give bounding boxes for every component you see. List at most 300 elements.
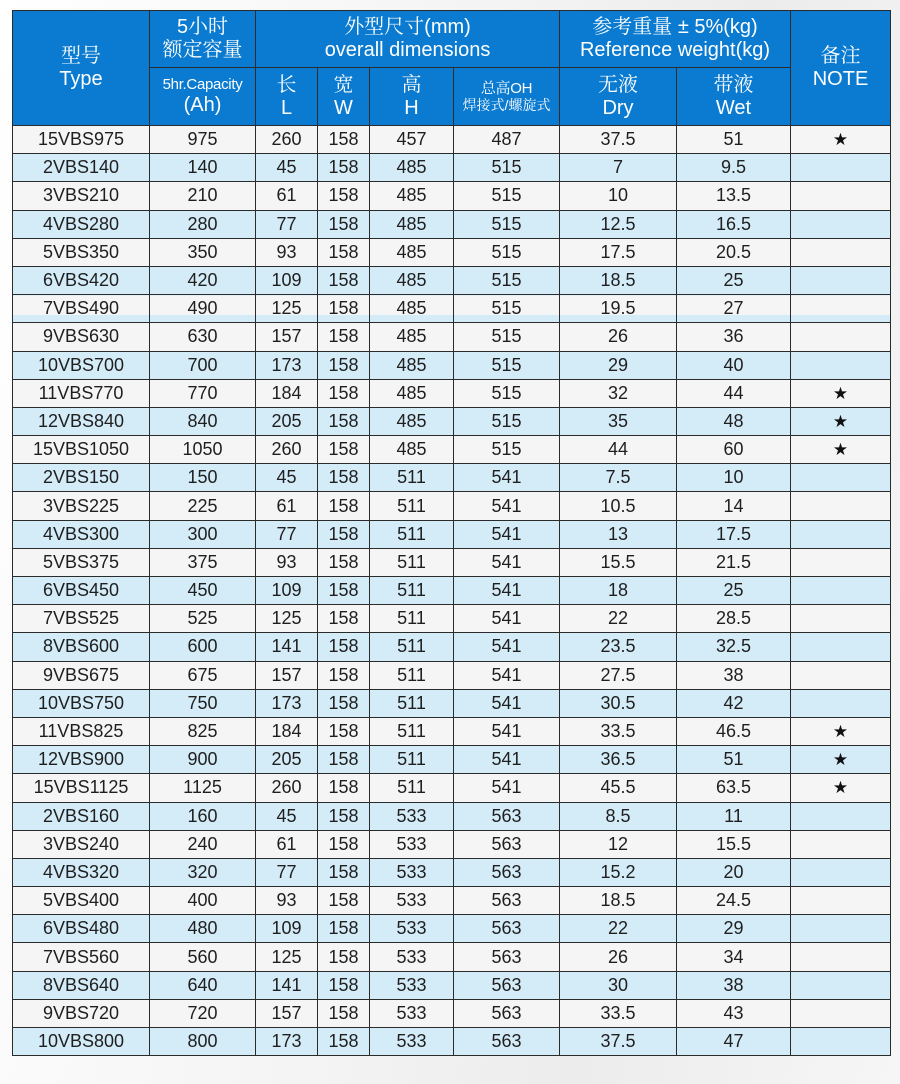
cell-width: 158 xyxy=(318,464,370,492)
cell-width: 158 xyxy=(318,999,370,1027)
cell-capacity: 1050 xyxy=(150,436,256,464)
cell-height: 485 xyxy=(370,210,454,238)
cell-height: 511 xyxy=(370,520,454,548)
cell-length: 45 xyxy=(256,464,318,492)
star-icon: ★ xyxy=(791,746,891,774)
cell-type: 7VBS560 xyxy=(13,943,150,971)
cell-wet-weight: 38 xyxy=(677,661,791,689)
cell-wet-weight: 28.5 xyxy=(677,605,791,633)
header-total-height-line2: 焊接式/螺旋式 xyxy=(462,97,551,114)
cell-dry-weight: 45.5 xyxy=(560,774,677,802)
cell-capacity: 900 xyxy=(150,746,256,774)
cell-dry-weight: 17.5 xyxy=(560,238,677,266)
cell-note xyxy=(791,154,891,182)
header-height xyxy=(370,68,454,126)
table-row xyxy=(13,210,891,238)
header-length xyxy=(256,68,318,126)
cell-length: 173 xyxy=(256,1028,318,1056)
cell-dry-weight: 33.5 xyxy=(560,717,677,745)
cell-length: 260 xyxy=(256,774,318,802)
cell-length: 173 xyxy=(256,689,318,717)
cell-capacity: 675 xyxy=(150,661,256,689)
cell-note xyxy=(791,210,891,238)
cell-length: 141 xyxy=(256,971,318,999)
cell-wet-weight: 25 xyxy=(677,266,791,294)
cell-length: 109 xyxy=(256,577,318,605)
cell-width: 158 xyxy=(318,407,370,435)
cell-capacity: 560 xyxy=(150,943,256,971)
cell-total-height: 541 xyxy=(454,774,560,802)
cell-total-height: 515 xyxy=(454,323,560,351)
table-row xyxy=(13,802,891,830)
cell-capacity: 450 xyxy=(150,577,256,605)
cell-length: 260 xyxy=(256,126,318,154)
cell-wet-weight: 15.5 xyxy=(677,830,791,858)
cell-total-height: 563 xyxy=(454,943,560,971)
cell-note xyxy=(791,689,891,717)
cell-wet-weight: 20.5 xyxy=(677,238,791,266)
cell-width: 158 xyxy=(318,492,370,520)
cell-height: 511 xyxy=(370,689,454,717)
star-icon: ★ xyxy=(791,774,891,802)
cell-note xyxy=(791,464,891,492)
cell-total-height: 563 xyxy=(454,999,560,1027)
table-row xyxy=(13,689,891,717)
cell-note xyxy=(791,943,891,971)
header-width-zh: 宽 xyxy=(333,73,354,96)
header-type-en: Type xyxy=(59,68,103,90)
cell-note xyxy=(791,802,891,830)
cell-length: 205 xyxy=(256,746,318,774)
cell-note xyxy=(791,323,891,351)
table-row xyxy=(13,295,891,323)
cell-height: 485 xyxy=(370,379,454,407)
star-icon: ★ xyxy=(791,379,891,407)
header-type-zh: 型号 xyxy=(61,45,101,67)
cell-width: 158 xyxy=(318,210,370,238)
star-icon: ★ xyxy=(791,717,891,745)
cell-wet-weight: 21.5 xyxy=(677,548,791,576)
cell-wet-weight: 29 xyxy=(677,915,791,943)
cell-note xyxy=(791,238,891,266)
cell-capacity: 1125 xyxy=(150,774,256,802)
table-row xyxy=(13,577,891,605)
header-note xyxy=(791,11,891,126)
cell-height: 511 xyxy=(370,548,454,576)
cell-type: 11VBS825 xyxy=(13,717,150,745)
cell-type: 4VBS300 xyxy=(13,520,150,548)
cell-dry-weight: 7.5 xyxy=(560,464,677,492)
cell-total-height: 563 xyxy=(454,1028,560,1056)
cell-total-height: 515 xyxy=(454,182,560,210)
cell-capacity: 770 xyxy=(150,379,256,407)
cell-height: 485 xyxy=(370,182,454,210)
cell-note xyxy=(791,661,891,689)
cell-length: 125 xyxy=(256,295,318,323)
header-dry xyxy=(560,68,677,126)
cell-note xyxy=(791,520,891,548)
cell-wet-weight: 36 xyxy=(677,323,791,351)
cell-total-height: 541 xyxy=(454,746,560,774)
cell-dry-weight: 10 xyxy=(560,182,677,210)
cell-dry-weight: 26 xyxy=(560,943,677,971)
cell-total-height: 515 xyxy=(454,154,560,182)
cell-width: 158 xyxy=(318,520,370,548)
cell-dry-weight: 33.5 xyxy=(560,999,677,1027)
cell-total-height: 515 xyxy=(454,407,560,435)
cell-total-height: 541 xyxy=(454,605,560,633)
table-row xyxy=(13,1028,891,1056)
cell-length: 61 xyxy=(256,182,318,210)
cell-capacity: 225 xyxy=(150,492,256,520)
cell-capacity: 630 xyxy=(150,323,256,351)
cell-height: 457 xyxy=(370,126,454,154)
cell-width: 158 xyxy=(318,238,370,266)
cell-note xyxy=(791,1028,891,1056)
cell-length: 77 xyxy=(256,210,318,238)
cell-wet-weight: 40 xyxy=(677,351,791,379)
cell-wet-weight: 63.5 xyxy=(677,774,791,802)
cell-wet-weight: 43 xyxy=(677,999,791,1027)
table-row xyxy=(13,266,891,294)
cell-type: 6VBS480 xyxy=(13,915,150,943)
cell-height: 533 xyxy=(370,1028,454,1056)
header-total-height-line1: 总高OH xyxy=(480,79,533,97)
cell-wet-weight: 25 xyxy=(677,577,791,605)
cell-dry-weight: 18.5 xyxy=(560,266,677,294)
cell-height: 511 xyxy=(370,633,454,661)
cell-note xyxy=(791,182,891,210)
cell-height: 511 xyxy=(370,464,454,492)
cell-length: 93 xyxy=(256,238,318,266)
cell-note xyxy=(791,830,891,858)
cell-wet-weight: 11 xyxy=(677,802,791,830)
cell-type: 5VBS350 xyxy=(13,238,150,266)
cell-length: 61 xyxy=(256,492,318,520)
cell-total-height: 515 xyxy=(454,351,560,379)
cell-height: 533 xyxy=(370,858,454,886)
cell-length: 173 xyxy=(256,351,318,379)
cell-type: 6VBS450 xyxy=(13,577,150,605)
cell-height: 511 xyxy=(370,774,454,802)
cell-capacity: 160 xyxy=(150,802,256,830)
cell-width: 158 xyxy=(318,1028,370,1056)
table-row xyxy=(13,379,891,407)
cell-capacity: 840 xyxy=(150,407,256,435)
cell-dry-weight: 8.5 xyxy=(560,802,677,830)
header-length-zh: 长 xyxy=(276,73,297,96)
cell-capacity: 975 xyxy=(150,126,256,154)
header-wet xyxy=(677,68,791,126)
cell-length: 109 xyxy=(256,266,318,294)
table-row xyxy=(13,717,891,745)
cell-length: 125 xyxy=(256,605,318,633)
cell-dry-weight: 32 xyxy=(560,379,677,407)
table-body xyxy=(13,126,891,1056)
cell-total-height: 515 xyxy=(454,379,560,407)
header-dimensions-en: overall dimensions xyxy=(324,39,491,61)
cell-note xyxy=(791,971,891,999)
cell-total-height: 563 xyxy=(454,915,560,943)
cell-wet-weight: 9.5 xyxy=(677,154,791,182)
table-row xyxy=(13,238,891,266)
cell-width: 158 xyxy=(318,887,370,915)
cell-total-height: 515 xyxy=(454,238,560,266)
cell-width: 158 xyxy=(318,379,370,407)
cell-type: 2VBS140 xyxy=(13,154,150,182)
cell-note xyxy=(791,887,891,915)
cell-dry-weight: 30 xyxy=(560,971,677,999)
table-row xyxy=(13,661,891,689)
cell-type: 15VBS1125 xyxy=(13,774,150,802)
cell-dry-weight: 27.5 xyxy=(560,661,677,689)
cell-dry-weight: 29 xyxy=(560,351,677,379)
table-row xyxy=(13,407,891,435)
cell-height: 485 xyxy=(370,266,454,294)
cell-wet-weight: 60 xyxy=(677,436,791,464)
cell-capacity: 280 xyxy=(150,210,256,238)
cell-wet-weight: 13.5 xyxy=(677,182,791,210)
cell-type: 10VBS800 xyxy=(13,1028,150,1056)
cell-wet-weight: 16.5 xyxy=(677,210,791,238)
cell-note xyxy=(791,915,891,943)
cell-dry-weight: 37.5 xyxy=(560,126,677,154)
cell-dry-weight: 13 xyxy=(560,520,677,548)
cell-wet-weight: 17.5 xyxy=(677,520,791,548)
cell-wet-weight: 46.5 xyxy=(677,717,791,745)
cell-note xyxy=(791,999,891,1027)
cell-dry-weight: 30.5 xyxy=(560,689,677,717)
cell-total-height: 515 xyxy=(454,436,560,464)
cell-type: 4VBS320 xyxy=(13,858,150,886)
cell-type: 6VBS420 xyxy=(13,266,150,294)
cell-note xyxy=(791,633,891,661)
cell-capacity: 320 xyxy=(150,858,256,886)
header-dimensions xyxy=(256,11,560,68)
cell-type: 2VBS160 xyxy=(13,802,150,830)
header-capacity-top xyxy=(150,11,256,68)
cell-height: 485 xyxy=(370,436,454,464)
cell-type: 8VBS600 xyxy=(13,633,150,661)
cell-length: 205 xyxy=(256,407,318,435)
cell-type: 9VBS675 xyxy=(13,661,150,689)
cell-wet-weight: 42 xyxy=(677,689,791,717)
cell-length: 125 xyxy=(256,943,318,971)
cell-capacity: 400 xyxy=(150,887,256,915)
cell-type: 4VBS280 xyxy=(13,210,150,238)
cell-width: 158 xyxy=(318,126,370,154)
header-type xyxy=(13,11,150,126)
cell-height: 533 xyxy=(370,999,454,1027)
cell-width: 158 xyxy=(318,774,370,802)
cell-type: 9VBS720 xyxy=(13,999,150,1027)
cell-wet-weight: 20 xyxy=(677,858,791,886)
header-dimensions-zh: 外型尺寸(mm) xyxy=(344,16,471,38)
cell-length: 109 xyxy=(256,915,318,943)
header-length-en: L xyxy=(280,96,293,119)
header-capacity-line1: 5小时 xyxy=(176,16,229,38)
cell-dry-weight: 44 xyxy=(560,436,677,464)
cell-dry-weight: 26 xyxy=(560,323,677,351)
header-height-zh: 高 xyxy=(401,73,422,96)
header-dry-zh: 无液 xyxy=(598,73,639,96)
table-row xyxy=(13,323,891,351)
cell-wet-weight: 27 xyxy=(677,295,791,323)
cell-wet-weight: 34 xyxy=(677,943,791,971)
cell-width: 158 xyxy=(318,746,370,774)
cell-width: 158 xyxy=(318,802,370,830)
cell-width: 158 xyxy=(318,717,370,745)
cell-note xyxy=(791,605,891,633)
cell-dry-weight: 7 xyxy=(560,154,677,182)
cell-total-height: 563 xyxy=(454,802,560,830)
cell-capacity: 210 xyxy=(150,182,256,210)
cell-wet-weight: 32.5 xyxy=(677,633,791,661)
cell-height: 533 xyxy=(370,971,454,999)
cell-type: 3VBS225 xyxy=(13,492,150,520)
cell-width: 158 xyxy=(318,548,370,576)
cell-height: 485 xyxy=(370,238,454,266)
cell-wet-weight: 51 xyxy=(677,126,791,154)
header-width xyxy=(318,68,370,126)
table-row xyxy=(13,915,891,943)
cell-capacity: 700 xyxy=(150,351,256,379)
cell-total-height: 541 xyxy=(454,492,560,520)
cell-height: 511 xyxy=(370,605,454,633)
cell-capacity: 800 xyxy=(150,1028,256,1056)
cell-capacity: 600 xyxy=(150,633,256,661)
table-row xyxy=(13,858,891,886)
cell-total-height: 541 xyxy=(454,548,560,576)
cell-height: 533 xyxy=(370,830,454,858)
header-width-en: W xyxy=(334,96,353,119)
cell-dry-weight: 37.5 xyxy=(560,1028,677,1056)
cell-height: 533 xyxy=(370,802,454,830)
cell-type: 10VBS750 xyxy=(13,689,150,717)
cell-total-height: 541 xyxy=(454,577,560,605)
cell-width: 158 xyxy=(318,605,370,633)
cell-width: 158 xyxy=(318,154,370,182)
cell-type: 3VBS240 xyxy=(13,830,150,858)
table-row xyxy=(13,746,891,774)
cell-height: 485 xyxy=(370,295,454,323)
cell-height: 511 xyxy=(370,492,454,520)
cell-dry-weight: 35 xyxy=(560,407,677,435)
cell-length: 157 xyxy=(256,999,318,1027)
cell-length: 260 xyxy=(256,436,318,464)
cell-capacity: 525 xyxy=(150,605,256,633)
table-row xyxy=(13,520,891,548)
cell-capacity: 140 xyxy=(150,154,256,182)
cell-width: 158 xyxy=(318,661,370,689)
cell-dry-weight: 36.5 xyxy=(560,746,677,774)
cell-dry-weight: 23.5 xyxy=(560,633,677,661)
cell-length: 157 xyxy=(256,661,318,689)
cell-height: 511 xyxy=(370,746,454,774)
cell-capacity: 350 xyxy=(150,238,256,266)
cell-total-height: 541 xyxy=(454,520,560,548)
cell-note xyxy=(791,858,891,886)
cell-dry-weight: 18 xyxy=(560,577,677,605)
table-row xyxy=(13,605,891,633)
cell-dry-weight: 10.5 xyxy=(560,492,677,520)
header-wet-zh: 带液 xyxy=(713,73,754,96)
cell-type: 9VBS630 xyxy=(13,323,150,351)
cell-dry-weight: 15.5 xyxy=(560,548,677,576)
cell-width: 158 xyxy=(318,830,370,858)
cell-capacity: 750 xyxy=(150,689,256,717)
cell-length: 93 xyxy=(256,548,318,576)
cell-height: 511 xyxy=(370,661,454,689)
table-row xyxy=(13,943,891,971)
cell-type: 12VBS900 xyxy=(13,746,150,774)
cell-length: 141 xyxy=(256,633,318,661)
cell-note xyxy=(791,492,891,520)
cell-width: 158 xyxy=(318,351,370,379)
cell-wet-weight: 44 xyxy=(677,379,791,407)
cell-length: 77 xyxy=(256,520,318,548)
header-total-height xyxy=(454,68,560,126)
cell-width: 158 xyxy=(318,182,370,210)
battery-spec-table xyxy=(12,10,891,1056)
cell-type: 5VBS375 xyxy=(13,548,150,576)
cell-total-height: 487 xyxy=(454,126,560,154)
cell-capacity: 150 xyxy=(150,464,256,492)
table-row xyxy=(13,887,891,915)
cell-total-height: 563 xyxy=(454,971,560,999)
cell-wet-weight: 24.5 xyxy=(677,887,791,915)
cell-capacity: 480 xyxy=(150,915,256,943)
cell-length: 45 xyxy=(256,154,318,182)
cell-total-height: 541 xyxy=(454,661,560,689)
cell-type: 7VBS525 xyxy=(13,605,150,633)
header-weight xyxy=(560,11,791,68)
cell-width: 158 xyxy=(318,577,370,605)
cell-width: 158 xyxy=(318,266,370,294)
header-dry-en: Dry xyxy=(602,96,634,119)
table-row xyxy=(13,492,891,520)
table-row xyxy=(13,999,891,1027)
table-row xyxy=(13,351,891,379)
cell-wet-weight: 47 xyxy=(677,1028,791,1056)
header-weight-zh: 参考重量 ± 5%(kg) xyxy=(592,16,758,38)
cell-length: 77 xyxy=(256,858,318,886)
cell-capacity: 825 xyxy=(150,717,256,745)
cell-total-height: 563 xyxy=(454,858,560,886)
cell-width: 158 xyxy=(318,943,370,971)
cell-dry-weight: 19.5 xyxy=(560,295,677,323)
cell-height: 485 xyxy=(370,407,454,435)
cell-dry-weight: 22 xyxy=(560,605,677,633)
header-capacity-line2: 额定容量 xyxy=(162,39,243,61)
cell-type: 3VBS210 xyxy=(13,182,150,210)
cell-width: 158 xyxy=(318,971,370,999)
cell-total-height: 541 xyxy=(454,689,560,717)
table-row xyxy=(13,548,891,576)
header-capacity-unit: (Ah) xyxy=(183,93,222,116)
cell-height: 511 xyxy=(370,577,454,605)
cell-note xyxy=(791,577,891,605)
cell-length: 157 xyxy=(256,323,318,351)
cell-length: 184 xyxy=(256,379,318,407)
header-weight-en: Reference weight(kg) xyxy=(579,39,771,61)
cell-capacity: 375 xyxy=(150,548,256,576)
cell-height: 533 xyxy=(370,915,454,943)
star-icon: ★ xyxy=(791,436,891,464)
table-row xyxy=(13,464,891,492)
table-row xyxy=(13,182,891,210)
cell-width: 158 xyxy=(318,633,370,661)
